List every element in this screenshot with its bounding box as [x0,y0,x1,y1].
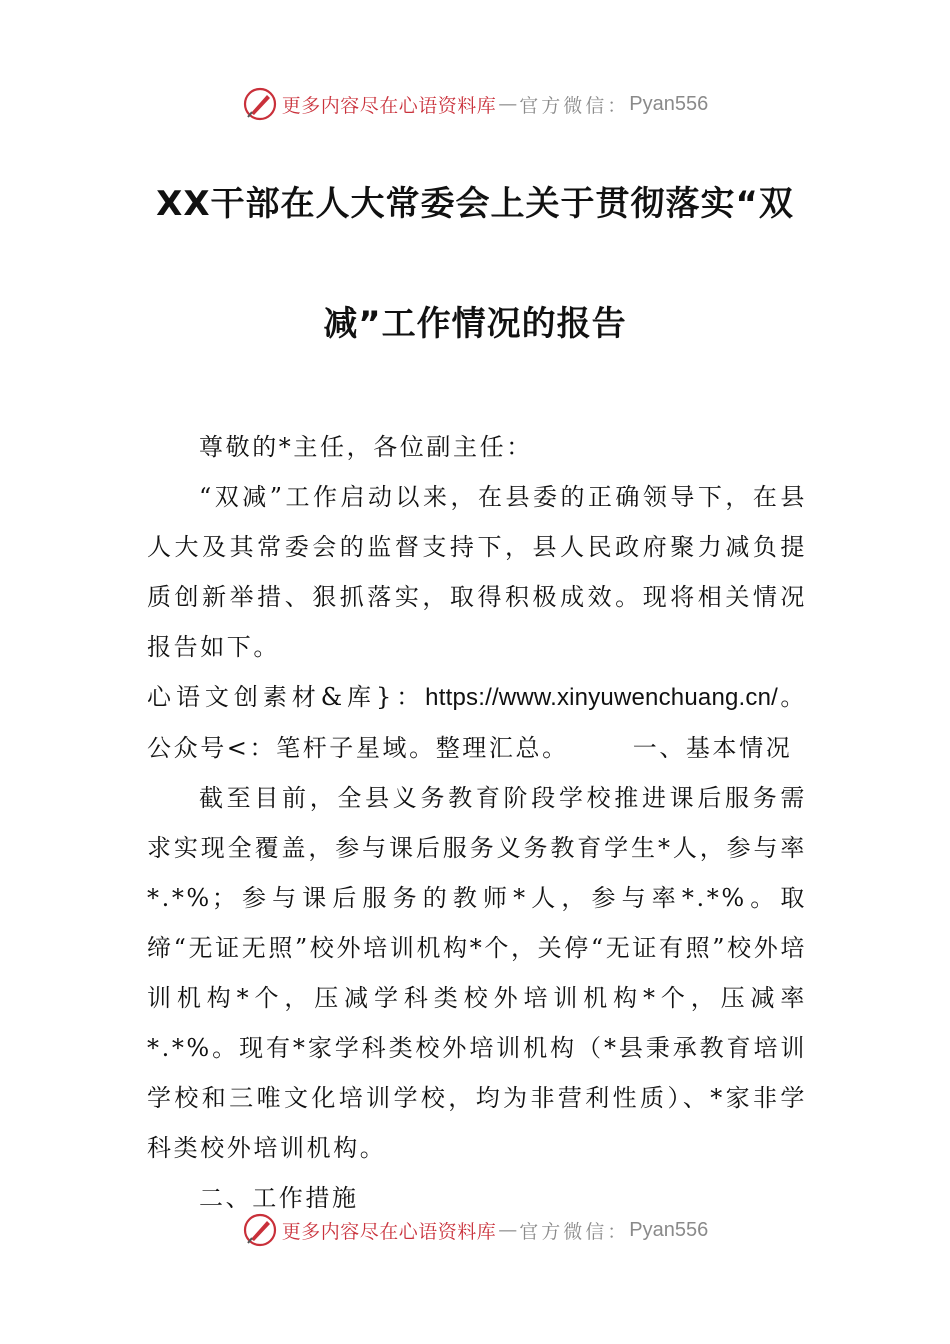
quill-logo-icon [242,1212,278,1248]
quill-logo-icon [242,86,278,122]
watermark-side-text: 官方微信： [519,1220,630,1243]
section-1-heading: 一、基本情况 [632,734,793,762]
watermark-main-text: 更多内容尽在心语资料库 [281,1220,497,1243]
salutation: 尊敬的*主任，各位副主任： [199,433,533,461]
watermark-wechat-id: Pyan556 [629,1218,709,1241]
watermark-dash: — [498,1219,518,1241]
source-paragraph [147,672,807,773]
section-1-body: 截至目前，全县义务教育阶段学校推进课后服务需求实现全覆盖，参与课后服务义务教育学生*人，参与率*.*%；参与课后服务的教师*人，参与率*.*%。取缔“无证无照”校外培训机构*个，关停“无证有照”校外培训机构*个，压减学科类校外培训机构*个，压减率*.*%。现有*家学科类校外培训机构（*县秉承教育培训学校和三唯文化培训学校，均为非营利性质）、*家非学科类校外培训机构。 [147,784,807,1162]
document-title-line-2: 减”工作情况的报告 [323,304,627,344]
watermark-side-text: 官方微信： [519,94,630,117]
watermark-banner-top [0,82,950,126]
watermark-banner-bottom [0,1208,950,1252]
intro-paragraph: “双减”工作启动以来，在县委的正确领导下，在县人大及其常委会的监督支持下，县人民政府聚力减负提质创新举措、狠抓落实，取得积极成效。现将相关情况报告如下。 [147,483,807,661]
source-suffix: 。公众号<：笔杆子星域。整理汇总。 [147,683,807,762]
source-url-link[interactable]: https://www.xinyuwenchuang.cn/ [425,684,779,711]
watermark-wechat-id: Pyan556 [629,92,709,115]
source-prefix: 心语文创素材&库}： [147,683,426,711]
document-body [147,422,807,1223]
document-title-line-1: XX干部在人大常委会上关于贯彻落实“双 [156,184,794,224]
watermark-dash: — [498,93,518,115]
section-2-heading: 二、工作措施 [199,1184,359,1212]
watermark-main-text: 更多内容尽在心语资料库 [281,94,497,117]
